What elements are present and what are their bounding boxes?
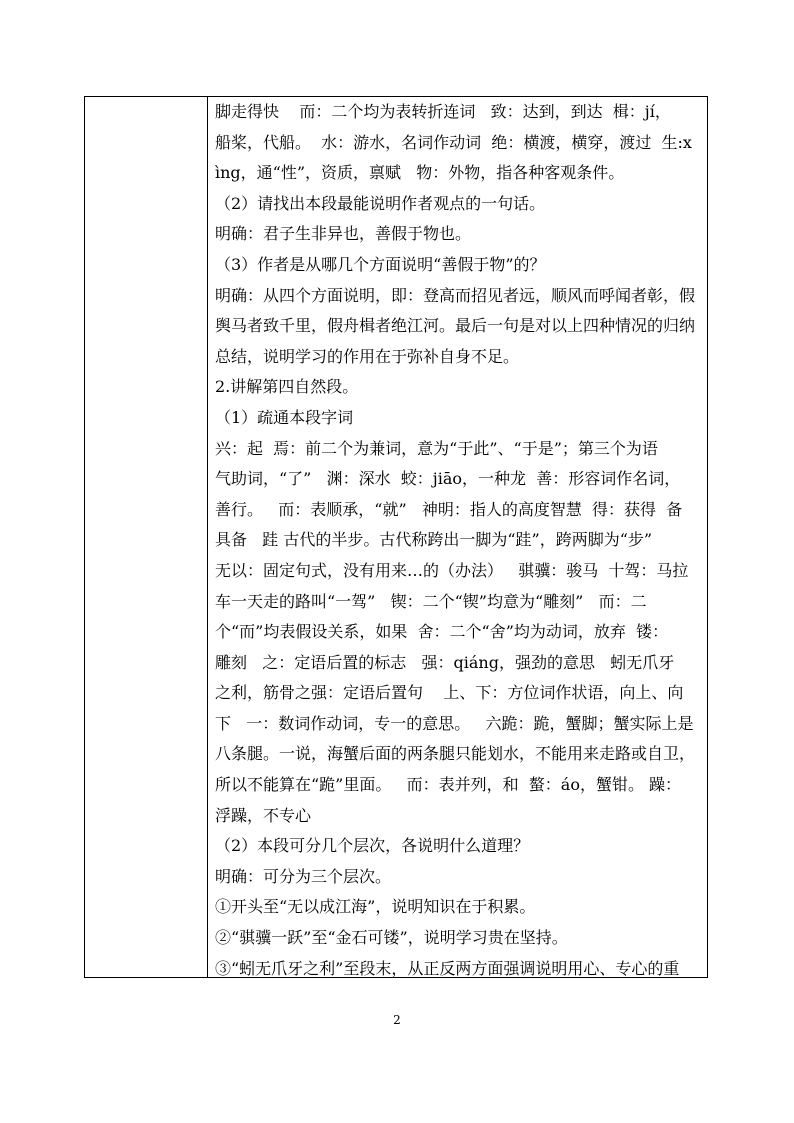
text-line: 明确：可分为三个层次。 xyxy=(215,866,392,886)
text-line: ìng，通“性”，资质，禀赋 物：外物，指各种客观条件。 xyxy=(215,163,625,183)
text-line: ③“蚓无爪牙之利”至段末，从正反两方面强调说明用心、专心的重 xyxy=(215,958,680,978)
text-line: 所以不能算在“跪”里面。 而：表并列，和 螯：áo，蟹钳。 躁： xyxy=(215,775,682,795)
text-line: （1）疏通本段字词 xyxy=(215,407,354,427)
column-divider xyxy=(207,97,208,977)
text-line: 总结，说明学习的作用在于弥补自身不足。 xyxy=(215,346,520,366)
text-line: （2）本段可分几个层次，各说明什么道理？ xyxy=(215,836,530,856)
text-line: 气助词，“了” 渊：深水 蛟：jiāo，一种龙 善：形容词作名词， xyxy=(215,469,681,489)
text-line: （3）作者是从哪几个方面说明“善假于物”的？ xyxy=(215,254,546,274)
text-line: 明确：君子生非异也，善假于物也。 xyxy=(215,224,472,244)
text-line: 浮躁，不专心 xyxy=(215,805,312,825)
text-line: 明确：从四个方面说明，即：登高而招见者远，顺风而呼闻者彰，假 xyxy=(215,285,696,305)
text-line: 善行。 而：表顺承，“就” 神明：指人的高度智慧 得：获得 备 xyxy=(215,499,683,519)
text-line: ①开头至“无以成江海”，说明知识在于积累。 xyxy=(215,897,536,917)
text-line: ②“骐骥一跃”至“金石可镂”，说明学习贵在坚持。 xyxy=(215,928,568,948)
text-line: 兴：起 焉：前二个为兼词，意为“于此”、“于是”；第三个为语 xyxy=(215,438,658,458)
page-number: 2 xyxy=(393,1013,401,1027)
content-table xyxy=(84,96,708,978)
text-line: 之利，筋骨之强：定语后置句 上、下：方位词作状语，向上、向 xyxy=(215,683,684,703)
text-line: 船桨，代船。 水：游水，名词作动词 绝：横渡，横穿，渡过 生:x xyxy=(215,132,692,152)
text-line: （2）请找出本段最能说明作者观点的一句话。 xyxy=(215,193,546,213)
text-line: 无以：固定句式，没有用来…的（办法） 骐骥：骏马 十驾：马拉 xyxy=(215,560,689,580)
text-line: 舆马者致千里，假舟楫者绝江河。最后一句是对以上四种情况的归纳 xyxy=(215,316,696,336)
text-line: 车一天走的路叫“一驾” 锲：二个“锲”均意为“雕刻” 而：二 xyxy=(215,591,647,611)
text-line: 下 一：数词作动词，专一的意思。 六跪：跪，蟹脚；蟹实际上是 xyxy=(215,713,694,733)
text-line: 脚走得快 而：二个均为表转折连词 致：达到，到达 楫：jí， xyxy=(215,102,671,121)
text-line: 雕刻 之：定语后置的标志 强：qiáng，强劲的意思 蚓无爪牙 xyxy=(215,652,675,672)
text-line: 2.讲解第四自然段。 xyxy=(215,377,359,397)
text-line: 个“而”均表假设关系，如果 舍：二个“舍”均为动词，放弃 镂： xyxy=(215,622,669,642)
text-line: 具备 跬 古代的半步。古代称跨出一脚为“跬”，跨两脚为“步” xyxy=(215,530,653,550)
lesson-text xyxy=(215,97,701,984)
text-line: 八条腿。一说，海蟹后面的两条腿只能划水，不能用来走路或自卫， xyxy=(215,744,696,764)
